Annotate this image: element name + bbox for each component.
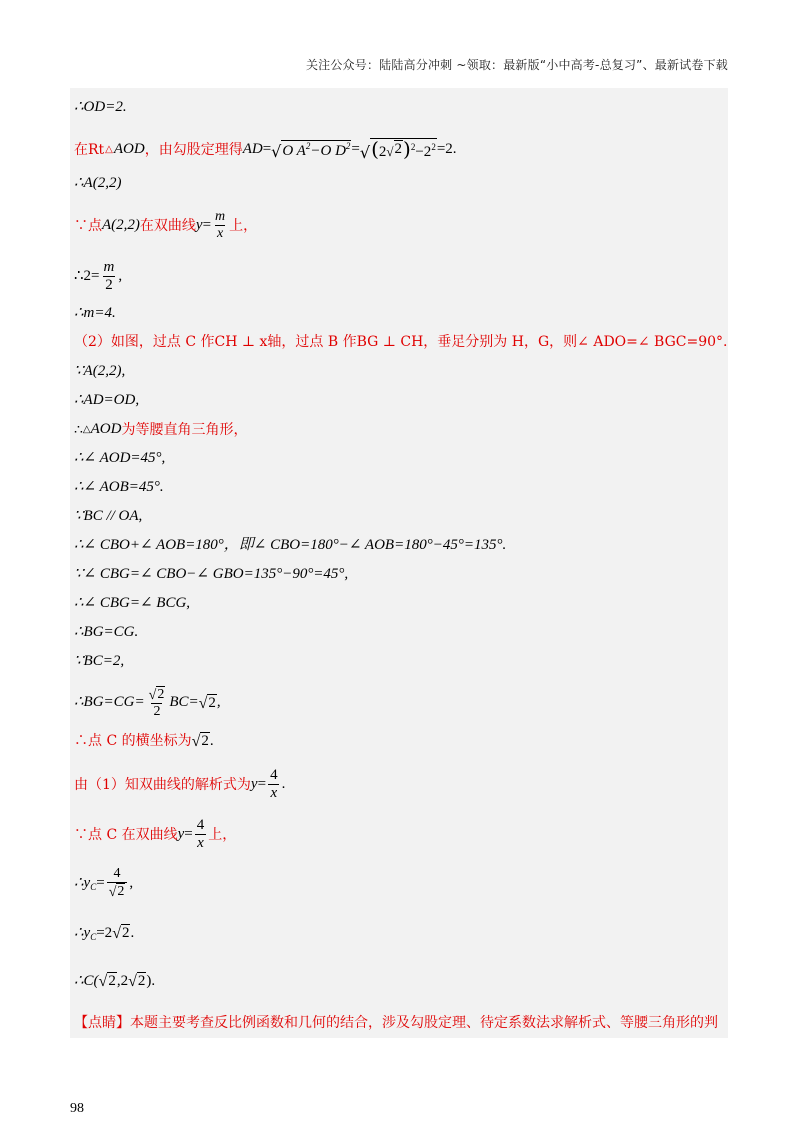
line-aod-45 <box>74 451 165 466</box>
line-cbg-bcg <box>74 596 190 611</box>
line-text: ，由勾股定理得 <box>144 141 243 158</box>
line-text: ∴∠ AOB=45°. <box>74 479 164 495</box>
math-text: =2. <box>436 141 457 158</box>
sqrt-expression: √ 2 <box>112 925 130 943</box>
line-text: ∴∠ AOD=45°, <box>74 450 166 466</box>
line-isosceles: ∴ △ AOD 为等腰直角三角形， <box>74 421 248 438</box>
line-pythagoras: 在Rt △ AOD ，由勾股定理得 AD = √ O $A^2-O$ $D^2$ = √ (2 √ 2 )$^2-2^2$ =2. <box>74 137 457 163</box>
line-text: （2）如图，过点 C 作CH ⊥ x轴，过点 B 作BG ⊥ CH，垂足分别为 H，G，则∠ ADO=∠ BGC=90°. <box>74 334 728 350</box>
line-cbg <box>74 567 348 582</box>
sqrt-expression: √ 2 <box>98 973 116 991</box>
fraction: √ 2 2 <box>148 687 165 720</box>
line-text: ∵A(2,2), <box>74 363 126 379</box>
sqrt-expression: √ 2 <box>191 733 209 751</box>
line-text: 在Rt <box>74 141 105 158</box>
line-ad-od <box>74 393 139 408</box>
line-text: ∴m=4. <box>74 305 116 321</box>
math-text: AD <box>242 141 263 158</box>
line-part-2 <box>74 335 728 349</box>
line-c-on-hyperbola: ∵点 C 在双曲线 y = $\frac{4}{x}$ 上， <box>74 817 237 851</box>
line-od <box>74 100 127 115</box>
line-text: ∴点 C 的横坐标为 <box>74 733 192 750</box>
line-text: ∴AD=OD, <box>74 392 140 408</box>
line-hyperbola-expr: 由（1）知双曲线的解析式为 y = $\frac{4}{x}$ . <box>74 767 286 801</box>
line-text: ∵BC=2, <box>74 653 125 669</box>
triangle-icon: △ <box>82 423 91 435</box>
line-text: 【点睛】本题主要考查反比例函数和几何的结合，涉及勾股定理、待定系数法求解析式、等腰三角形的判 <box>74 1015 718 1031</box>
math-text: y <box>195 217 203 234</box>
line-text: 由（1）知双曲线的解析式为 <box>74 776 251 793</box>
fraction: 4 √ 2 <box>107 867 128 900</box>
line-text: ∴OD=2. <box>74 99 127 115</box>
line-text: ∴A(2,2) <box>74 175 122 191</box>
line-a-repeat <box>74 364 125 379</box>
line-yc-value: ∴y $_C$ =2 √ 2 . <box>74 924 135 943</box>
sqrt-expression: √ 2 <box>128 973 146 991</box>
line-text: ∴BG=CG. <box>74 624 139 640</box>
line-bc <box>74 654 124 669</box>
sqrt-expression: √ 2 <box>198 694 216 712</box>
fraction: $\frac{4}{x}$ <box>196 817 205 851</box>
fraction: $\frac{4}{x}$ <box>270 767 278 801</box>
line-text: 在双曲线 <box>139 217 196 234</box>
line-yc-frac: ∴y $_C$ = 4 √ 2 , <box>74 866 134 900</box>
math-text: ∴2= <box>74 268 100 285</box>
line-m-value <box>74 306 116 321</box>
triangle-icon: △ <box>105 143 113 155</box>
math-text: AOD <box>113 141 145 158</box>
line-text: ∵点 C 在双曲线 <box>74 826 178 843</box>
line-text: 为等腰直角三角形， <box>121 421 248 438</box>
fraction: $\frac{m}{x}$ <box>215 209 226 241</box>
line-c-abscissa: ∴点 C 的横坐标为 √ 2 . <box>74 732 214 751</box>
page-number: 98 <box>70 1101 84 1116</box>
line-text: ∵点 <box>74 217 102 234</box>
line-parallel <box>74 509 142 524</box>
sqrt-expression: √ O $A^2-O$ $D^2$ <box>271 140 351 161</box>
solution-panel <box>70 88 728 1038</box>
line-text: 上， <box>229 217 258 234</box>
line-aob-45 <box>74 480 164 495</box>
line-cbo <box>74 538 506 553</box>
page-header: 关注公众号：陆陆高分冲刺 ~领取：最新版“小中高考-总复习”、最新试卷下载 <box>305 58 728 72</box>
line-text: ∴∠ CBG=∠ BCG, <box>74 595 191 611</box>
line-point-a <box>74 176 121 191</box>
line-point-c: ∴C( √ 2 ,2 √ 2 ). <box>74 972 156 991</box>
line-key-point <box>74 1016 718 1030</box>
sqrt-expression: √ (2 √ 2 )$^2-2^2$ <box>359 137 436 163</box>
line-text: ∵BC // OA, <box>74 508 143 524</box>
math-text: A(2,2) <box>102 217 140 234</box>
line-text: ∴∠ CBO+∠ AOB=180°，即∠ CBO=180°−∠ AOB=180°−45°=135°. <box>74 537 507 553</box>
line-text: ∵∠ CBG=∠ CBO−∠ GBO=135°−90°=45°, <box>74 566 349 582</box>
line-hyperbola-a: ∵点 A(2,2) 在双曲线 y = $\frac{m}{x}$ 上， <box>74 209 258 241</box>
line-bg-value: ∴BG=CG= √ 2 2 BC= √ 2 , <box>74 687 221 720</box>
line-bg-cg <box>74 625 138 640</box>
line-m-eq: ∴2= $\frac{m}{2}$ , <box>74 259 123 293</box>
fraction: $\frac{m}{2}$ <box>103 259 115 293</box>
